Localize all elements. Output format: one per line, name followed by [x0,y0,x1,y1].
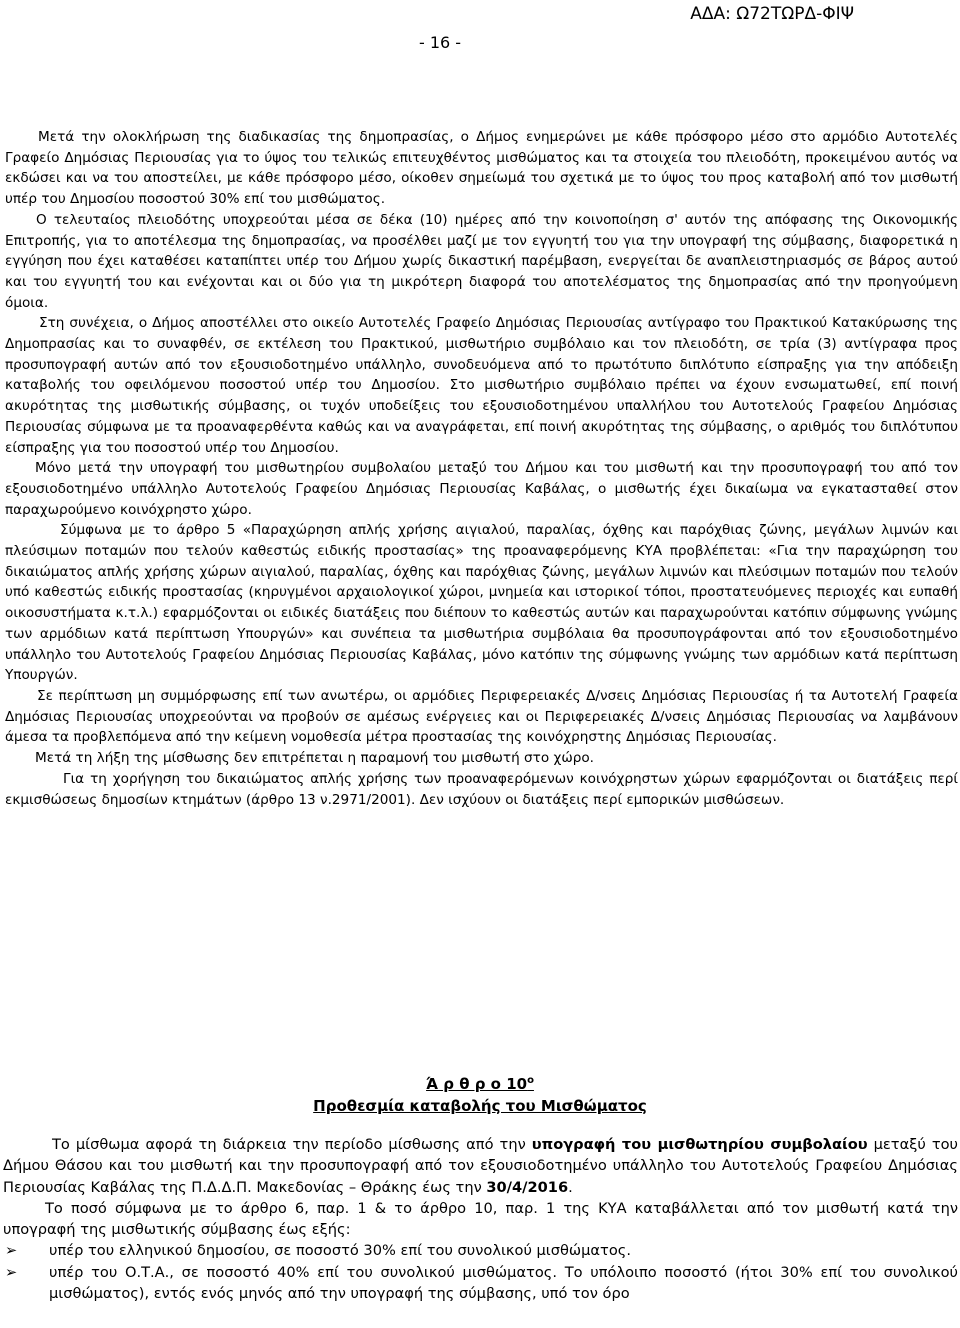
paragraph: Μόνο μετά την υπογραφή του μισθωτηρίου συμβολαίου μεταξύ του Δήμου και του μισθωτή και την προσυπογραφή του από τον εξουσιοδοτημένο υπάλληλο Αυτοτελούς Γραφείου Δημόσιας Περιουσίας Καβάλας, ο μισθωτής έχει δικαίωμα να εγκατασταθεί στον παραχωρούμενο κοινόχρηστο χώρο. [5,460,958,518]
arrow-bullet-icon: ➢ [5,1263,18,1281]
paragraph: Το μίσθωμα αφορά τη διάρκεια την περίοδο μίσθωσης από την υπογραφή του μισθωτηρίου συμβολαίου μεταξύ του Δήμου Θάσου και του μισθωτή και την προσυπογραφή από τον εξουσιοδοτημένο υπάλληλο του Αυτοτελούς Γραφείου Δημόσιας Περιουσίας Καβάλας της Π.Δ.Δ.Π. Μακεδονίας – Θράκης έως την 30/4/2016. [3,1136,958,1196]
paragraph: Μετά την ολοκλήρωση της διαδικασίας της δημοπρασίας, ο Δήμος ενημερώνει με κάθε πρόσφορο μέσο στο αρμόδιο Αυτοτελές Γραφείο Δημόσιας Περιουσίας για το ύψος του τελικώς επιτευχθέντος μισθώματος και τα στοιχεία του πλειοδότη, προκειμένου αυτός να εκδώσει και να του αποστείλει, με κάθε πρόσφορο μέσο, οίκοθεν σημείωμά του σχετικά με το ύψος του προς καταβολή από τον μισθωτή υπέρ του Δημοσίου ποσοστού 30% επί του μισθώματος. [5,129,958,208]
article-title: Προθεσμία καταβολής του Μισθώματος [313,1097,647,1115]
paragraph: Για τη χορήγηση του δικαιώματος απλής χρήσης των προαναφερόμενων κοινόχρηστων χώρων εφαρμόζονται οι διατάξεις περί εκμισθώσεως δημοσίων κτημάτων (άρθρο 13 ν.2971/2001). Δεν ισχύουν οι διατάξεις περί εμπορικών μισθώσεων. [5,770,958,808]
paragraph: Στη συνέχεια, ο Δήμος αποστέλλει στο οικείο Αυτοτελές Γραφείο Δημόσιας Περιουσίας αντίγραφο του Πρακτικού Κατακύρωσης της Δημοπρασίας και το συναφθέν, σε εκτέλεση του Πρακτικού, μισθωτήριο συμβόλαιο και τον πλειοδότη, σε τρία (3) αντίγραφα προς προσυπογραφή αυτών από τον εξουσιοδοτημένο υπάλληλο, συνοδευόμενα από το πρωτότυπο διπλότυπο είσπραξης για την απόδειξη καταβολής του οφειλόμενου ποσοστού υπέρ του Δημοσίου. Στο μισθωτήριο συμβόλαιο πρέπει να έχουν ενσωματωθεί, επί ποινή ακυρότητας της μισθωτικής σύμβασης, οι τυχόν υποδείξεις του εξουσιοδοτημένου υπαλλήλου του Αυτοτελούς Γραφείου Δημόσιας Περιουσίας σύμφωνα με τα προαναφερθέντα καθώς και να αναγράφεται, επί ποινή ακυρότητας της σύμβασης, ο αριθμός του διπλότυπου είσπραξης για του ποσοστού υπέρ του Δημοσίου. [5,315,958,456]
list-item: ➢ υπέρ του ελληνικού δημοσίου, σε ποσοστό 30% επί του συνολικού μισθώματος. [3,1240,958,1261]
arrow-bullet-icon: ➢ [5,1242,18,1260]
paragraph: Σε περίπτωση μη συμμόρφωσης επί των ανωτέρω, οι αρμόδιες Περιφερειακές Δ/νσεις Δημόσιας Περιουσίας ή τα Αυτοτελή Γραφεία Δημόσιας Περιουσίας υποχρεούνται να προβούν σε αμέσως ενέργειες και οι Περιφερειακές Δ/νσεις Δημόσιας Περιουσίας να λαμβάνουν άμεσα τα προβλεπόμενα από την κείμενη νομοθεσία μέτρα προστασίας της κοινόχρηστης Δημόσιας Περιουσίας. [5,687,958,746]
article-body [3,1134,958,1304]
paragraph: Ο τελευταίος πλειοδότης υποχρεούται μέσα σε δέκα (10) ημέρες από την κοινοποίηση σ' αυτόν της απόφασης της Οικονομικής Επιτροπής, για το αποτέλεσμα της δημοπρασίας, να προσέλθει μαζί με τον εγγυητή του για την υπογραφή της σύμβασης, διαφορετικά η εγγύηση που έχει καταθέσει καταπίπτει υπέρ του Δήμου χωρίς δικαστική παρέμβαση, ενεργείται δε αναπλειστηριασμός σε βάρος αυτού και του εγγυητή του και ενέχονται και οι δύο για τη μικρότερη διαφορά του αποτελέσματος της δημοπρασίας από την προηγούμενη όμοια. [5,211,958,311]
page-number: - 16 - [418,33,462,52]
paragraph: Μετά τη λήξη της μίσθωσης δεν επιτρέπεται η παραμονή του μισθωτή στο χώρο. [35,750,594,767]
list-item: ➢ υπέρ του Ο.Τ.Α., σε ποσοστό 40% επί του συνολικού μισθώματος. Το υπόλοιπο ποσοστό (ήτοι 30% επί του συνολικού μισθώματος), εντός ενός μηνός από την υπογραφή της σύμβασης, υπό τον όρο [3,1262,958,1305]
ada-code: ΑΔΑ: Ω72ΤΩΡΔ-ΦΙΨ [690,4,854,24]
article-number: Ά ρ θ ρ ο $10^o$ [426,1075,534,1093]
paragraph: Το ποσό σύμφωνα με το άρθρο 6, παρ. 1 & το άρθρο 10, παρ. 1 της ΚΥΑ καταβάλλεται από τον μισθωτή κατά την υπογραφή της μισθωτικής σύμβασης έως εξής: [3,1199,958,1239]
paragraph: Σύμφωνα με το άρθρο 5 «Παραχώρηση απλής χρήσης αιγιαλού, παραλίας, όχθης και παρόχθιας ζώνης, μεγάλων λιμνών και πλεύσιμων ποταμών που τελούν καθεστώς ειδικής προστασίας» της προαναφερόμενης ΚΥΑ προβλέπεται: «Για την παραχώρηση του δικαιώματος απλής χρήσης χώρων αιγιαλού, παραλίας, όχθης και παρόχθιας ζώνης, μεγάλων λιμνών και πλεύσιμων ποταμών που τελούν υπό καθεστώς ειδικής προστασίας (κηρυγμένοι αρχαιολογικοί χώροι, μνημεία και ιστορικοί τόποι, προστατευόμενες περιοχές και ευπαθή οικοσυστήματα κ.τ.λ.) εφαρμόζονται οι ειδικές διατάξεις που διέπουν το καθεστώς αυτών και παραχωρούνται κατόπιν σύμφωνης γνώμης των αρμόδιων κατά περίπτωση Υπουργών» και συνέπεια τα μισθωτήρια συμβόλαια θα προσυπογράφονται από τον εξουσιοδοτημένο υπάλληλο του Αυτοτελούς Γραφείου Δημόσιας Περιουσίας Καβάλας, μόνο κατόπιν της σύμφωνης γνώμης των αρμόδιων κατά περίπτωση Υπουργών. [5,522,958,684]
document-body [5,127,958,810]
article-heading [0,1070,960,1117]
